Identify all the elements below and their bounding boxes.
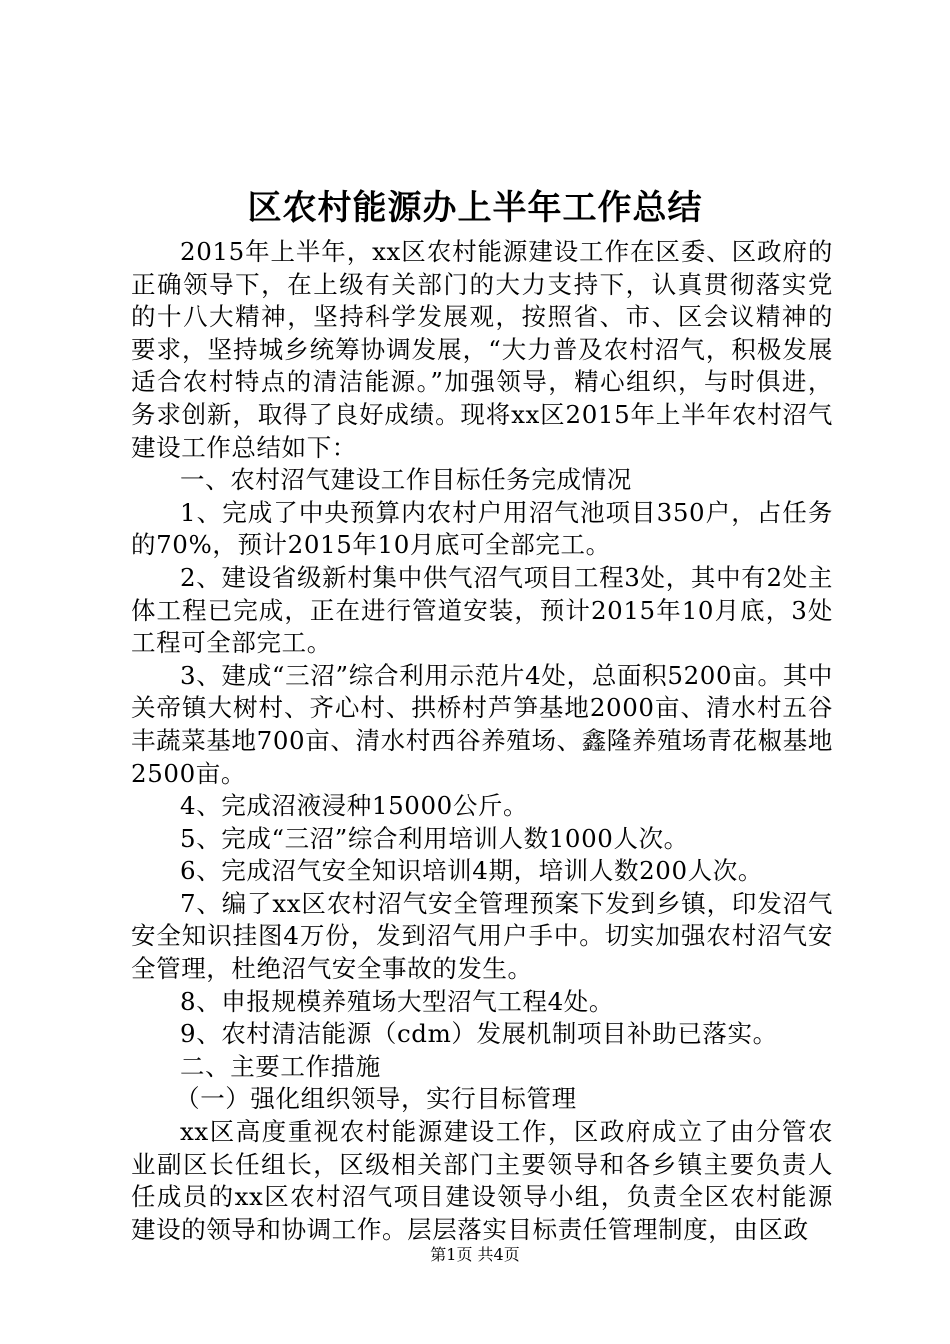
document-body <box>131 236 833 1246</box>
document-title: 区农村能源办上半年工作总结 <box>247 188 703 228</box>
list-item-1: 1、完成了中央预算内农村户用沼气池项目350户，占任务的70%，预计2015年10月底可全部完工。 <box>131 497 833 560</box>
body-paragraph: xx区高度重视农村能源建设工作，区政府成立了由分管农业副区长任组长，区级相关部门主要领导和各乡镇主要负责人任成员的xx区农村沼气项目建设领导小组，负责全区农村能源建设的领导和协调工作。层层落实目标责任管理制度，由区政 <box>131 1117 833 1244</box>
section-heading-1: 一、农村沼气建设工作目标任务完成情况 <box>180 465 632 495</box>
list-item-3: 3、建成“三沼”综合利用示范片4处，总面积5200亩。其中关帝镇大树村、齐心村、拱桥村芦笋基地2000亩、清水村五谷丰蔬菜基地700亩、清水村西谷养殖场、鑫隆养殖场青花椒基地2500亩。 <box>131 660 833 788</box>
subsection-heading-1: （一）强化组织领导，实行目标管理 <box>175 1084 577 1114</box>
list-item-5: 5、完成“三沼”综合利用培训人数1000人次。 <box>180 823 689 853</box>
section-heading-2: 二、主要工作措施 <box>180 1051 381 1081</box>
list-item-8: 8、申报规模养殖场大型沼气工程4处。 <box>180 986 614 1016</box>
intro-paragraph: 2015年上半年，xx区农村能源建设工作在区委、区政府的正确领导下，在上级有关部门的大力支持下，认真贯彻落实党的十八大精神，坚持科学发展观，按照省、市、区会议精神的要求，坚持城乡统筹协调发展，“大力普及农村沼气，积极发展适合农村特点的清洁能源。”加强领导，精心组织，与时俱进，务求创新，取得了良好成绩。现将xx区2015年上半年农村沼气建设工作总结如下： <box>131 237 833 462</box>
list-item-6: 6、完成沼气安全知识培训4期，培训人数200人次。 <box>180 856 763 886</box>
list-item-2: 2、建设省级新村集中供气沼气项目工程3处，其中有2处主体工程已完成，正在进行管道安装，预计2015年10月底，3处工程可全部完工。 <box>131 562 833 658</box>
list-item-7: 7、编了xx区农村沼气安全管理预案下发到乡镇，印发沼气安全知识挂图4万份，发到沼气用户手中。切实加强农村沼气安全管理，杜绝沼气安全事故的发生。 <box>131 888 833 984</box>
list-item-4: 4、完成沼液浸种15000公斤。 <box>180 791 529 821</box>
page-footer: 第1页 共4页 <box>430 1245 520 1264</box>
list-item-9: 9、农村清洁能源（cdm）发展机制项目补助已落实。 <box>180 1019 778 1049</box>
